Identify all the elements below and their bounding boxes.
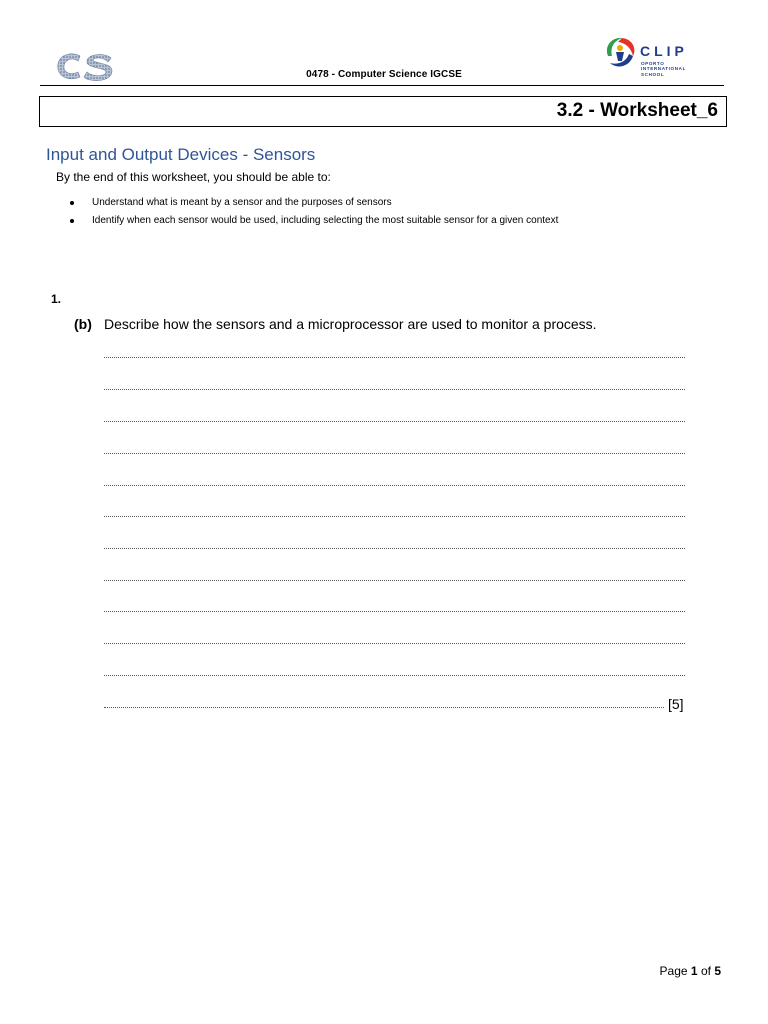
answer-line[interactable] — [104, 485, 685, 486]
intro-text: By the end of this worksheet, you should be able to: — [56, 170, 331, 184]
objective-item: Identify when each sensor would be used, including selecting the most suitable sensor for a given context — [70, 214, 558, 232]
answer-line[interactable] — [104, 516, 685, 517]
question-part: (b) — [74, 316, 92, 332]
bullet-icon — [70, 201, 74, 205]
course-title: 0478 - Computer Science IGCSE — [306, 69, 462, 80]
section-heading: Input and Output Devices - Sensors — [46, 145, 316, 164]
answer-line[interactable] — [104, 421, 685, 422]
answer-line[interactable] — [104, 548, 685, 549]
question-number: 1. — [51, 292, 62, 306]
objective-item: Understand what is meant by a sensor and the purposes of sensors — [70, 196, 558, 214]
worksheet-title-box — [39, 96, 727, 127]
answer-line[interactable] — [104, 357, 685, 358]
answer-line[interactable] — [104, 580, 685, 581]
header-divider — [40, 85, 724, 86]
answer-line[interactable] — [104, 389, 685, 390]
objectives-list — [70, 196, 558, 232]
answer-line[interactable] — [104, 453, 685, 454]
answer-line[interactable] — [104, 611, 685, 612]
worksheet-title: 3.2 - Worksheet_6 — [556, 100, 718, 121]
clip-logo-subtitle: OPORTO INTERNATIONAL SCHOOL — [641, 61, 686, 77]
cs-logo-icon — [54, 50, 116, 84]
answer-line[interactable] — [104, 675, 685, 676]
clip-logo-name: CLIP — [640, 43, 688, 59]
bullet-icon — [70, 219, 74, 223]
page-number: Page 1 of 5 — [659, 964, 721, 978]
answer-line[interactable] — [104, 643, 685, 644]
answer-line[interactable] — [104, 707, 664, 708]
question-text: Describe how the sensors and a microprocessor are used to monitor a process. — [104, 316, 597, 332]
marks-label: [5] — [668, 696, 684, 712]
